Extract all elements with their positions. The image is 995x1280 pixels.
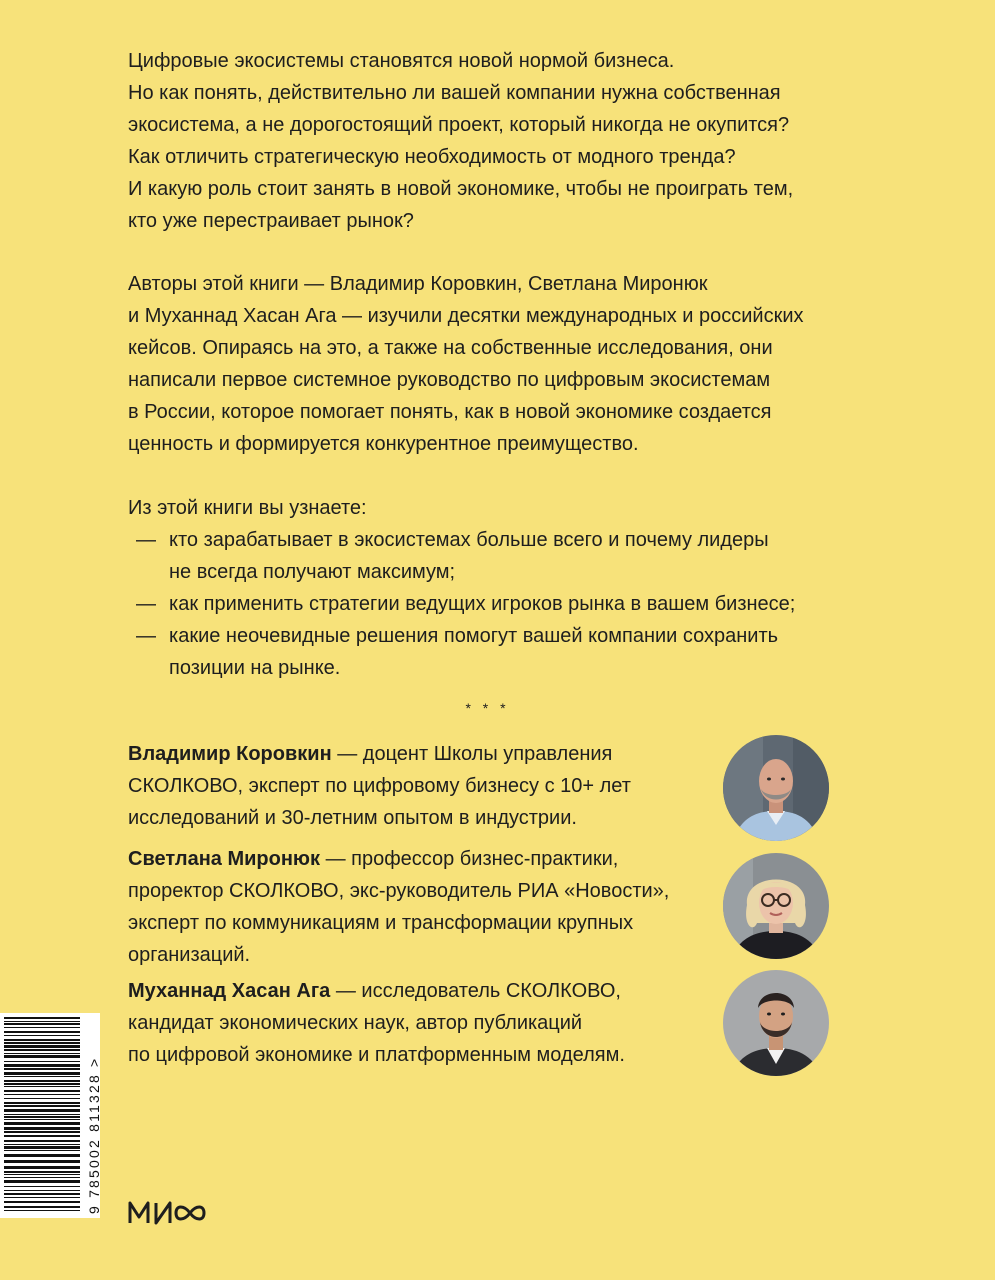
section-divider: * * *: [465, 700, 510, 716]
barcode-bar: [4, 1131, 80, 1133]
barcode-bar: [4, 1180, 80, 1183]
bio-line: организаций.: [128, 944, 251, 966]
list-item-line: как применить стратегии ведущих игроков рынка в вашем бизнесе;: [169, 593, 796, 615]
barcode-bar: [4, 1021, 80, 1022]
intro-line: Цифровые экосистемы становятся новой нормой бизнеса.: [128, 50, 675, 72]
barcode-bar: [4, 1174, 80, 1175]
barcode-bar: [4, 1206, 80, 1208]
barcode-bar: [4, 1064, 80, 1067]
isbn-number: 9 785002 811328 >: [86, 1056, 102, 1214]
barcode-bar: [4, 1080, 80, 1082]
authors-line: кейсов. Опираясь на это, а также на собственные исследования, они: [128, 337, 773, 359]
publisher-logo-mark: [128, 1195, 210, 1229]
authors-line: ценность и формируется конкурентное преимущество.: [128, 433, 639, 455]
barcode-bar: [4, 1140, 80, 1142]
barcode-bar: [4, 1068, 80, 1070]
bio-first-line: [128, 843, 708, 875]
bio-line: кандидат экономических наук, автор публикаций: [128, 1012, 583, 1034]
author-bio-korovkin: [128, 738, 708, 834]
bio-first-line: [128, 975, 708, 1007]
barcode-bar: [4, 1023, 80, 1025]
list-item-line: не всегда получают максимум;: [169, 561, 456, 583]
barcode-bar: [4, 1049, 80, 1051]
barcode-bar: [4, 1094, 80, 1095]
author-bio-mironyuk: [128, 843, 708, 971]
author-name: Муханнад Хасан Ага: [128, 980, 331, 1002]
barcode-bar: [4, 1083, 80, 1085]
authors-line: в России, которое помогает понять, как в новой экономике создается: [128, 401, 772, 423]
barcode-bar: [4, 1086, 80, 1087]
barcode-bar: [4, 1150, 80, 1151]
barcode-bar: [4, 1135, 80, 1137]
list-item-line: кто зарабатывает в экосистемах больше всего и почему лидеры: [169, 529, 769, 551]
bio-line: — доцент Школы управления: [331, 743, 613, 765]
authors-line: и Муханнад Хасан Ага — изучили десятки международных и российских: [128, 305, 804, 327]
authors-paragraph: [128, 268, 868, 460]
dash-bullet: —: [136, 593, 156, 615]
barcode-bar: [4, 1017, 80, 1019]
barcode-bar: [4, 1197, 80, 1198]
learn-section: [128, 492, 868, 684]
barcode-bar: [4, 1122, 80, 1125]
barcode-bar: [4, 1193, 80, 1195]
intro-line: Но как понять, действительно ли вашей компании нужна собственная: [128, 82, 781, 104]
list-item-line: позиции на рынке.: [169, 657, 341, 679]
dash-bullet: —: [136, 625, 156, 647]
barcode-bar: [4, 1109, 80, 1112]
intro-line: экосистема, а не дорогостоящий проект, который никогда не окупится?: [128, 114, 790, 136]
authors-line: написали первое системное руководство по цифровым экосистемам: [128, 369, 771, 391]
intro-line: кто уже перестраивает рынок?: [128, 210, 414, 232]
barcode-bar: [4, 1171, 80, 1173]
barcode-bar: [4, 1031, 80, 1033]
bio-line: эксперт по коммуникациям и трансформации крупных: [128, 912, 634, 934]
barcode-bar: [4, 1186, 80, 1187]
bio-first-line: [128, 738, 708, 770]
barcode-bar: [4, 1042, 80, 1044]
authors-line: Авторы этой книги — Владимир Коровкин, Светлана Миронюк: [128, 273, 708, 295]
barcode-bar: [4, 1090, 80, 1092]
barcode-bar: [4, 1105, 80, 1107]
list-item: [136, 524, 868, 588]
list-item: [136, 588, 868, 620]
barcode-bar: [4, 1102, 80, 1104]
barcode-bar: [4, 1076, 80, 1077]
barcode-bar: [4, 1035, 80, 1036]
barcode-bar: [4, 1210, 80, 1211]
barcode-bar: [4, 1116, 80, 1118]
barcode-bar: [4, 1127, 80, 1130]
learn-heading: Из этой книги вы узнаете:: [128, 497, 367, 519]
author-photo-korovkin: [723, 735, 829, 841]
barcode-bar: [4, 1144, 80, 1145]
barcode-bar: [4, 1045, 80, 1048]
infinity-icon: [176, 1207, 204, 1219]
bio-line: — профессор бизнес-практики,: [320, 848, 619, 870]
intro-paragraph: [128, 45, 868, 237]
barcode-bar: [4, 1160, 80, 1163]
bio-line: СКОЛКОВО, эксперт по цифровому бизнесу с 10+ лет: [128, 775, 631, 797]
barcode-bar: [4, 1055, 80, 1058]
barcode-bar: [4, 1027, 80, 1028]
barcode-bar: [4, 1166, 80, 1169]
bio-line: — исследователь СКОЛКОВО,: [330, 980, 621, 1002]
barcode-bar: [4, 1114, 80, 1115]
intro-line: И какую роль стоит занять в новой экономике, чтобы не проиграть тем,: [128, 178, 794, 200]
bio-line: исследований и 30-летним опытом в индустрии.: [128, 807, 577, 829]
author-photo-hasan-aga: [723, 970, 829, 1076]
dash-bullet: —: [136, 529, 156, 551]
barcode-bar: [4, 1201, 80, 1203]
barcode-bar: [4, 1072, 80, 1075]
barcode-bar: [4, 1053, 80, 1054]
barcode-bar: [4, 1119, 80, 1120]
author-name: Светлана Миронюк: [128, 848, 321, 870]
barcode-bar: [4, 1098, 80, 1099]
bio-line: по цифровой экономике и платформенным моделям.: [128, 1044, 625, 1066]
learn-list: [128, 524, 868, 684]
bio-line: проректор СКОЛКОВО, экс-руководитель РИА «Новости»,: [128, 880, 670, 902]
intro-line: Как отличить стратегическую необходимость от модного тренда?: [128, 146, 736, 168]
barcode-bar: [4, 1177, 80, 1178]
author-name: Владимир Коровкин: [128, 743, 332, 765]
publisher-logo: [128, 1195, 210, 1229]
barcode-bar: [4, 1039, 80, 1041]
author-bio-hasan-aga: [128, 975, 708, 1071]
author-photo-mironyuk: [723, 853, 829, 959]
barcode-bar: [4, 1146, 80, 1149]
isbn-barcode: [0, 1013, 100, 1218]
list-item-line: какие неочевидные решения помогут вашей компании сохранить: [169, 625, 779, 647]
barcode-bar: [4, 1190, 80, 1191]
list-item: [136, 620, 868, 684]
barcode-bar: [4, 1154, 80, 1157]
barcode-bar: [4, 1061, 80, 1062]
